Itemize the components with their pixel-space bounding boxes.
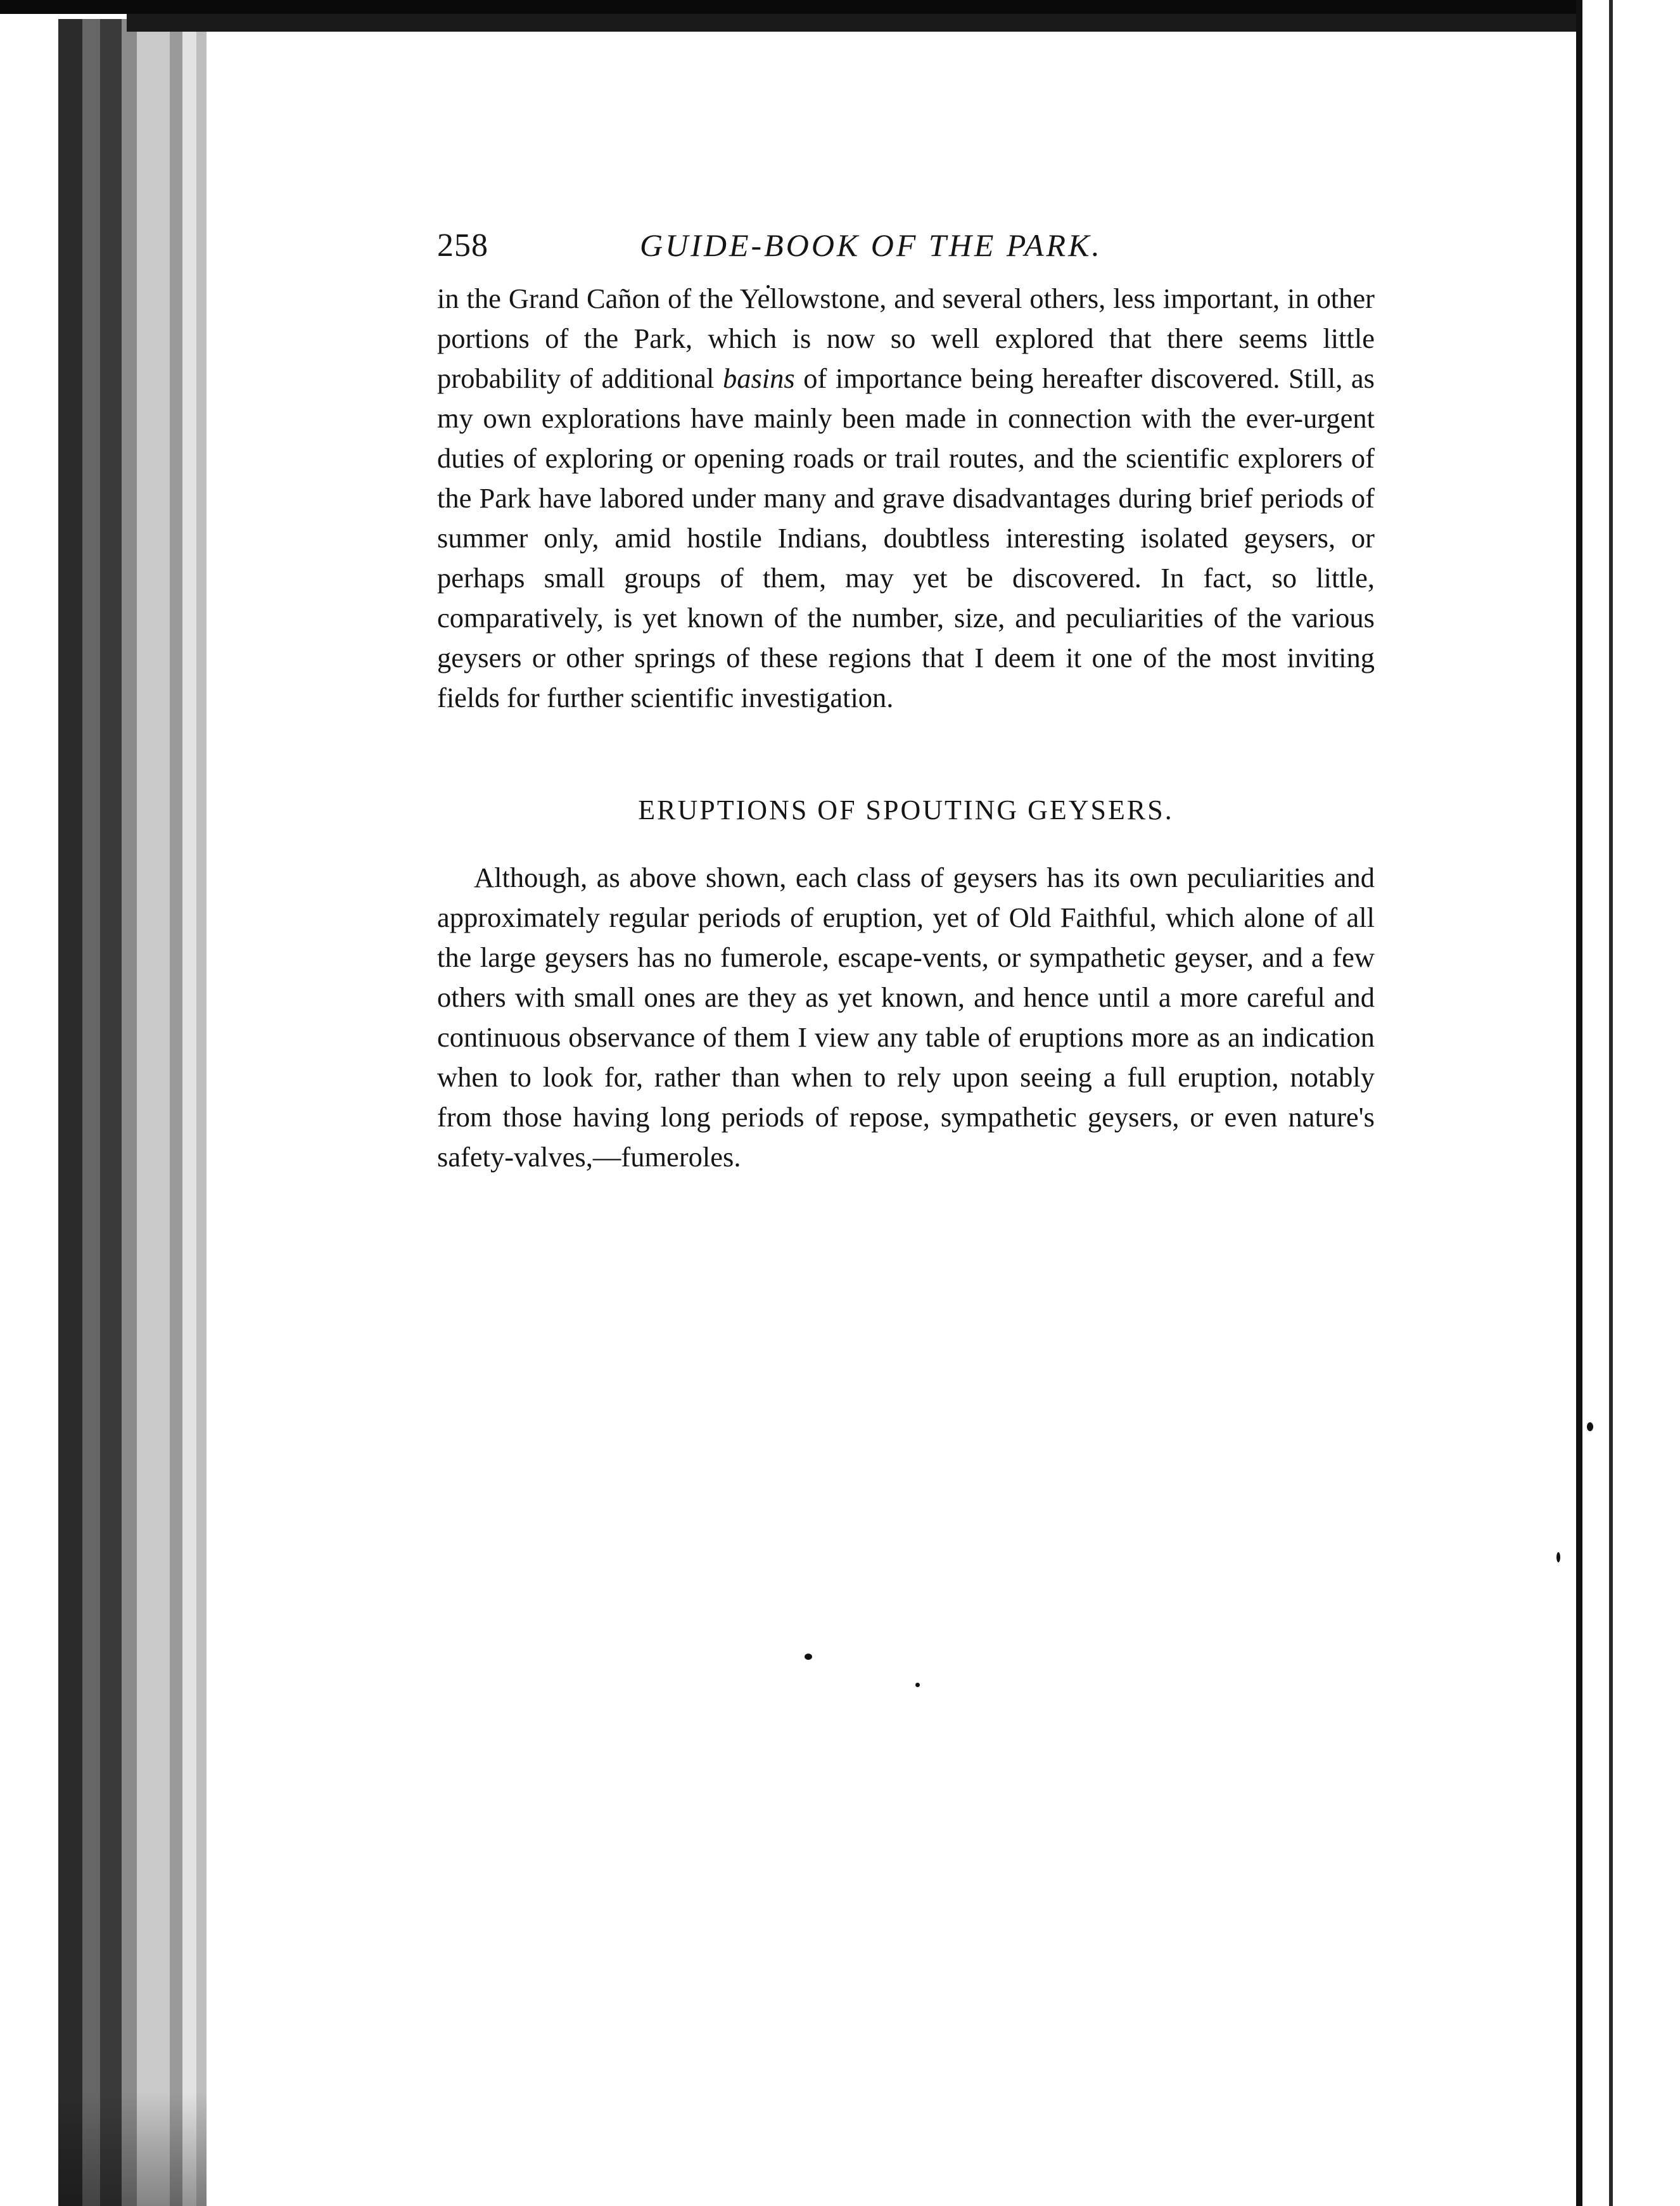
- page-edge-strip: [82, 19, 100, 2206]
- body-paragraph-2: Although, as above shown, each class of geysers has its own peculiarities and approximately regular periods of eruption, yet of Old Faithful, which alone of all the large geysers has no fumerole, escape-vents, or sympathetic geyser, and a few others with small ones are they as yet known, and hence until a more careful and continuous observance of them I view any table of eruptions more as an indication when to look for, rather than when to rely upon seeing a full eruption, notably from those having long periods of repose, sympathetic geysers, or even nature's safety-valves,—fumeroles.: [437, 862, 1375, 1173]
- page-edge-strip: [58, 19, 82, 2206]
- page-edge-strip: [100, 19, 122, 2206]
- scan-top-border-inner: [127, 14, 1603, 32]
- scan-speck: [915, 1683, 920, 1687]
- paragraph-text: of importance being hereafter discovered. Still, as my own explorations have mainly been made in connection with the ever-urgent duties of exploring or opening roads or trail routes, and the scientific explorers of the Park have labored under many and grave disadvantages during brief periods of summer only, amid hostile Indians, doubtless interesting isolated geysers, or perhaps small groups of them, may yet be discovered. In fact, so little, comparatively, is yet known of the number, size, and peculiarities of the various geysers or other springs of these regions that I deem it one of the most inviting fields for further scientific investigation.: [437, 362, 1375, 713]
- facing-page-gutter: [1609, 0, 1613, 2206]
- italic-term: basins: [722, 362, 795, 394]
- scan-speck: [805, 1654, 812, 1660]
- page-number: 258: [437, 227, 488, 264]
- paragraph-text: in the Grand Cañon of the Yellowstone, and several others, less important, in other portions of the Park, which is now so well explored that there seems little probability of additional: [437, 283, 1375, 394]
- scan-speck: [1587, 1422, 1593, 1431]
- page-edge-strip: [122, 19, 137, 2206]
- scan-top-border: [0, 0, 1680, 14]
- running-head: [437, 215, 1375, 279]
- page-edge-strip: [182, 19, 196, 2206]
- book-spine-edge: [0, 0, 209, 2206]
- scan-speck: [1556, 1552, 1560, 1562]
- page-edge-strip: [137, 19, 170, 2206]
- running-title: GUIDE-BOOK OF THE PARK.: [640, 227, 1102, 263]
- page-edge-strip: [170, 19, 182, 2206]
- book-page: [437, 215, 1375, 1177]
- section-heading: ERUPTIONS OF SPOUTING GEYSERS.: [638, 794, 1174, 826]
- page-edge-strip: [196, 19, 207, 2206]
- bottom-shadow: [58, 2092, 210, 2206]
- body-paragraph-1: [437, 279, 1375, 718]
- facing-page-edge: [1576, 0, 1680, 2206]
